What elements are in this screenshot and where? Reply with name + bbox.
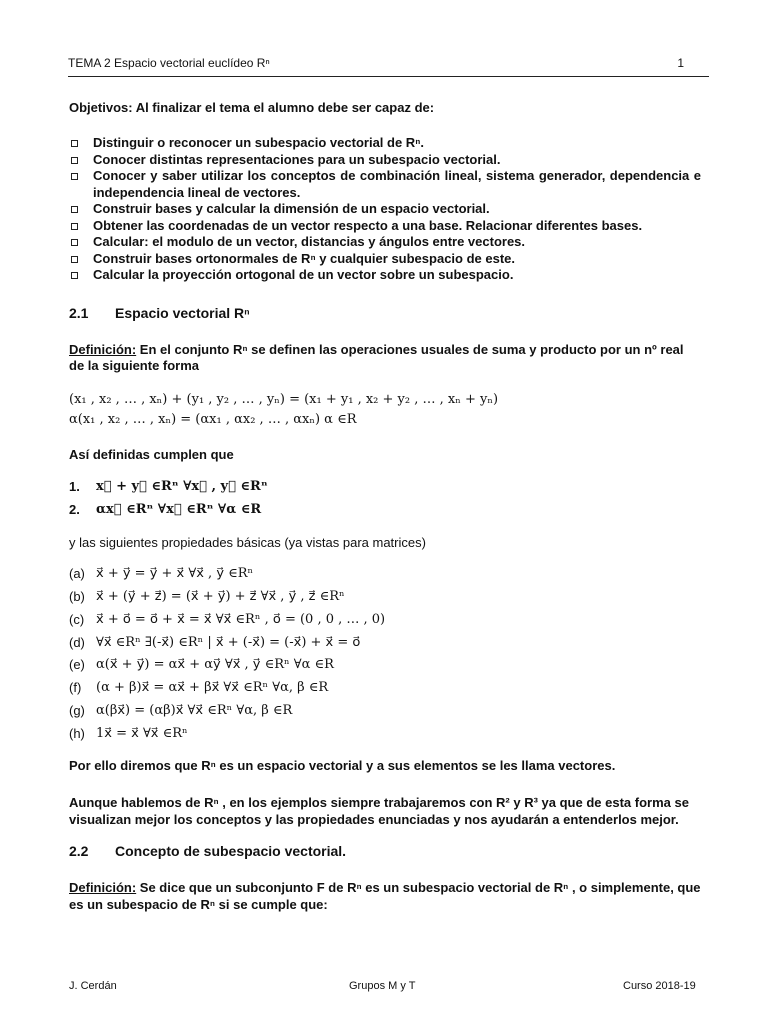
conclusion-paragraph: Por ello diremos que Rⁿ es un espacio vectorial y a sus elementos se les llama vectores.: [69, 758, 616, 773]
page-number: 1: [677, 56, 684, 70]
note-paragraph: Aunque hablemos de Rⁿ , en los ejemplos siempre trabajaremos con R² y R³ ya que de esta forma se visualizan mejor los conceptos y las propiedades enunciadas y nos ayudarán a entenderlos mejor.: [69, 795, 689, 827]
bullet-icon: [71, 256, 78, 263]
objectives-intro: Objetivos: Al finalizar el tema el alumno debe ser capaz de:: [69, 100, 435, 115]
objective-item: Construir bases y calcular la dimensión de un espacio vectorial.: [69, 201, 701, 218]
properties-intro: y las siguientes propiedades básicas (ya vistas para matrices): [69, 535, 426, 550]
footer-course: Curso 2018-19: [623, 980, 696, 992]
bullet-icon: [71, 223, 78, 230]
objective-item: Calcular la proyección ortogonal de un vector sobre un subespacio.: [69, 267, 701, 284]
objective-item: Construir bases ortonormales de Rⁿ y cualquier subespacio de este.: [69, 251, 701, 268]
objective-item: Conocer y saber utilizar los conceptos de combinación lineal, sistema generador, dependencia e independencia lineal de vectores.: [69, 168, 701, 201]
page-header: [68, 56, 708, 70]
header-rule: [68, 76, 709, 77]
section-heading-2-2: 2.2 Concepto de subespacio vectorial.: [69, 843, 347, 859]
definition-paragraph-1: Definición: En el conjunto Rⁿ se definen las operaciones usuales de suma y producto por un nº real de la siguiente forma: [69, 342, 684, 373]
bullet-icon: [71, 272, 78, 279]
objectives-list: [69, 135, 701, 284]
definition-paragraph-2: Definición: Se dice que un subconjunto F de Rⁿ es un subespacio vectorial de Rⁿ , o simplemente, que es un subespacio de Rⁿ si se cumple que:: [69, 880, 701, 912]
formula-scalar: α(x₁ , x₂ , … , xₙ) = (αx₁ , αx₂ , … , αxₙ) α ∈R: [69, 412, 357, 427]
objective-item: Obtener las coordenadas de un vector respecto a una base. Relacionar diferentes bases.: [69, 218, 701, 235]
footer-groups: Grupos M y T: [349, 980, 416, 992]
objective-item: Calcular: el modulo de un vector, distancias y ángulos entre vectores.: [69, 234, 701, 251]
bullet-icon: [71, 157, 78, 164]
footer-author: J. Cerdán: [69, 980, 117, 992]
bullet-icon: [71, 173, 78, 180]
bullet-icon: [71, 206, 78, 213]
defined-text: Así definidas cumplen que: [69, 447, 234, 462]
bullet-icon: [71, 140, 78, 147]
document-page: TEMA 2 Espacio vectorial euclídeo Rⁿ 1 Objetivos: Al finalizar el tema el alumno debe ser capaz de: Distinguir o reconocer un subespacio vectorial de Rⁿ. Conocer distintas representaciones para un subespacio vectorial. Conocer y saber utilizar los conceptos de combinación lineal, sistema generador, dependencia e independencia lineal de vectores. Construir bases y calcular la dimensión de un espacio vectorial. Obtener las coordenadas de un vector respecto a una base. Relacionar diferentes bases. Calcular: el modulo de un vector, distancias y ángulos entre vectores. Construir bases ortonormales de Rⁿ y cualquier subespacio de este. Calcular la proyección ortogonal de un vector sobre un subespacio. 2.1 Espacio vectorial Rⁿ Definición: En el conjunto Rⁿ se definen las operaciones usuales de suma y producto por un nº real de la siguiente forma (x₁ , x₂ , … , xₙ) + (y₁ , y₂ , … , yₙ) = (x₁ + y₁ , x₂ + y₂ , … , xₙ + yₙ) α(x₁ , x₂ , … , xₙ) = (αx₁ , αx₂ , … , αxₙ) α ∈R Así definidas cumplen que 1. x⃗ + y⃗ ∈Rⁿ ∀x⃗ , y⃗ ∈Rⁿ 2. αx⃗ ∈Rⁿ ∀x⃗ ∈Rⁿ ∀α ∈R y las siguientes propiedades básicas (ya vistas para matrices) (a) x⃗ + y⃗ = y⃗ + x⃗ ∀x⃗ , y⃗ ∈Rⁿ (b) x⃗ + (y⃗ + z⃗) = (x⃗ + y⃗) + z⃗ ∀x⃗ , y⃗ , z⃗ ∈Rⁿ (c) x⃗ + o⃗ = o⃗ + x⃗ = x⃗ ∀x⃗ ∈Rⁿ , o⃗ = (0 , 0 , … , 0) (d) ∀x⃗ ∈Rⁿ ∃(-x⃗) ∈Rⁿ | x⃗ + (-x⃗) = (-x⃗) + x⃗ = o⃗ (e) α(x⃗ + y⃗) = αx⃗ + αy⃗ ∀x⃗ , y⃗ ∈Rⁿ ∀α ∈R (f) (α + β)x⃗ = αx⃗ + βx⃗ ∀x⃗ ∈Rⁿ ∀α, β ∈R (g) α(βx⃗) = (αβ)x⃗ ∀x⃗ ∈Rⁿ ∀α, β ∈R (h) 1x⃗ = x⃗ ∀x⃗ ∈Rⁿ Por ello diremos que Rⁿ es un espacio vectorial y a sus elementos se les llama vectores. Aunque hablemos de Rⁿ , en los ejemplos siempre trabajaremos con R² y R³ ya que de esta forma se visualizan mejor los conceptos y las propiedades enunciadas y nos ayudarán a entenderlos mejor. 2.2 Concepto de subespacio vectorial. Definición: Se dice que un subconjunto F de Rⁿ es un subespacio vectorial de Rⁿ , o simplemente, que es un subespacio de Rⁿ si se cumple que: J. Cerdán Grupos M y T Curso 2018-19: [0, 0, 768, 1024]
objective-item: Distinguir o reconocer un subespacio vectorial de Rⁿ.: [69, 135, 701, 152]
header-title: TEMA 2 Espacio vectorial euclídeo Rⁿ: [68, 56, 270, 70]
bullet-icon: [71, 239, 78, 246]
section-heading-2-1: 2.1 Espacio vectorial Rⁿ: [69, 305, 250, 321]
objective-item: Conocer distintas representaciones para un subespacio vectorial.: [69, 152, 701, 169]
formula-sum: (x₁ , x₂ , … , xₙ) + (y₁ , y₂ , … , yₙ) = (x₁ + y₁ , x₂ + y₂ , … , xₙ + yₙ): [69, 392, 499, 407]
